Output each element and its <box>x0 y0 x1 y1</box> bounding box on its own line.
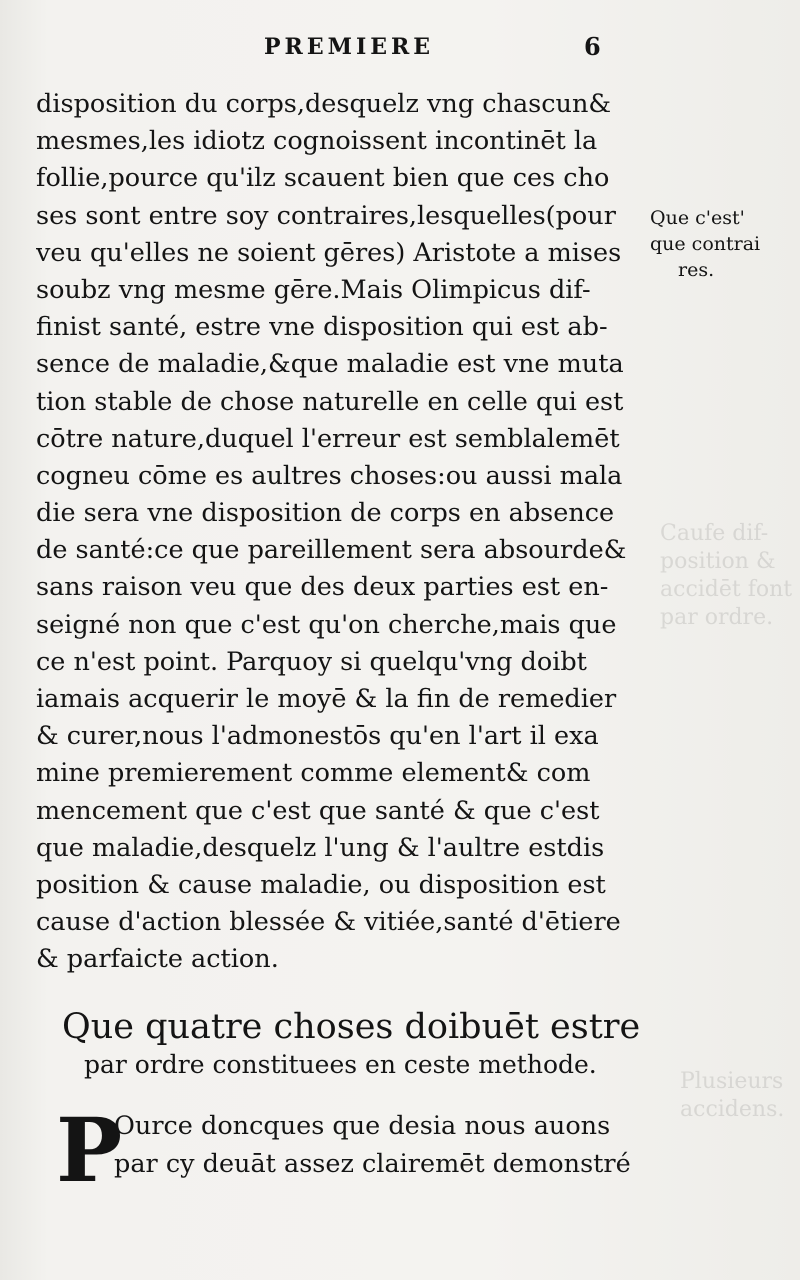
text-line: disposition du corps,desquelz vng chascun& <box>36 89 612 119</box>
section-heading-line: Que quatre choses doibuēt estre <box>62 1007 641 1047</box>
text-line: finist santé, estre vne disposition qui est ab- <box>36 312 608 343</box>
text-line: iamais acquerir le moyē & la fin de remedier <box>36 684 617 714</box>
bleed-through-text: Plusieurs accidens. <box>680 1069 785 1122</box>
text-line: mesmes,les idiotz cognoissent incontinēt la <box>36 126 598 157</box>
text-line: sence de maladie,&que maladie est vne muta <box>36 349 624 380</box>
second-paragraph <box>56 1098 656 1202</box>
page-number: 6 <box>584 32 601 61</box>
text-line: veu qu'elles ne soient gēres) Aristote a mises <box>36 237 622 268</box>
section-heading-subline: par ordre constituees en ceste methode. <box>84 1050 597 1079</box>
text-line: follie,pource qu'ilz scauent bien que ces cho <box>36 163 610 194</box>
text-line: Ource doncques que desia nous auons <box>114 1111 611 1141</box>
text-line: & curer,nous l'admonestōs qu'en l'art il exa <box>36 721 599 752</box>
text-line: ce n'est point. Parquoy si quelqu'vng doibt <box>36 646 587 677</box>
text-line: soubz vng mesme gēre.Mais Olimpicus dif- <box>36 274 591 305</box>
text-line: par cy deuāt assez clairemēt demonstré <box>114 1149 631 1179</box>
drop-cap: P <box>56 1098 123 1202</box>
section-heading <box>62 1006 662 1082</box>
page-header <box>0 34 800 74</box>
text-line: cōtre nature,duquel l'erreur est semblalemēt <box>36 423 620 454</box>
margin-note-line: res. <box>678 259 715 281</box>
text-line: & parfaicte action. <box>36 944 279 975</box>
margin-note-line: Que c'est' <box>650 207 745 229</box>
text-line: seigné non que c'est qu'on cherche,mais que <box>36 609 617 640</box>
margin-note <box>650 205 800 283</box>
text-line: cogneu cōme es aultres choses:ou aussi mala <box>36 460 623 491</box>
text-line: tion stable de chose naturelle en celle qui est <box>36 386 624 417</box>
margin-note-line: que contrai <box>650 233 761 255</box>
running-head: PREMIERE <box>264 34 435 60</box>
text-line: de santé:ce que pareillement sera absourde& <box>36 535 627 566</box>
text-line: sans raison veu que des deux parties est en- <box>36 572 609 603</box>
text-line: ses sont entre soy contraires,lesquelles(pour <box>36 200 616 231</box>
bleed-through-text: Caufe dif- position & accidēt font par ordre. <box>660 521 793 630</box>
text-line: position & cause maladie, ou disposition est <box>36 869 606 900</box>
text-line: cause d'action blessée & vitiée,santé d'ētiere <box>36 907 621 938</box>
main-paragraph <box>36 86 644 979</box>
text-line: die sera vne disposition de corps en absence <box>36 498 615 529</box>
text-line: mencement que c'est que santé & que c'est <box>36 795 600 826</box>
text-line: que maladie,desquelz l'ung & l'aultre estdis <box>36 832 605 863</box>
text-line: mine premierement comme element& com <box>36 758 591 789</box>
